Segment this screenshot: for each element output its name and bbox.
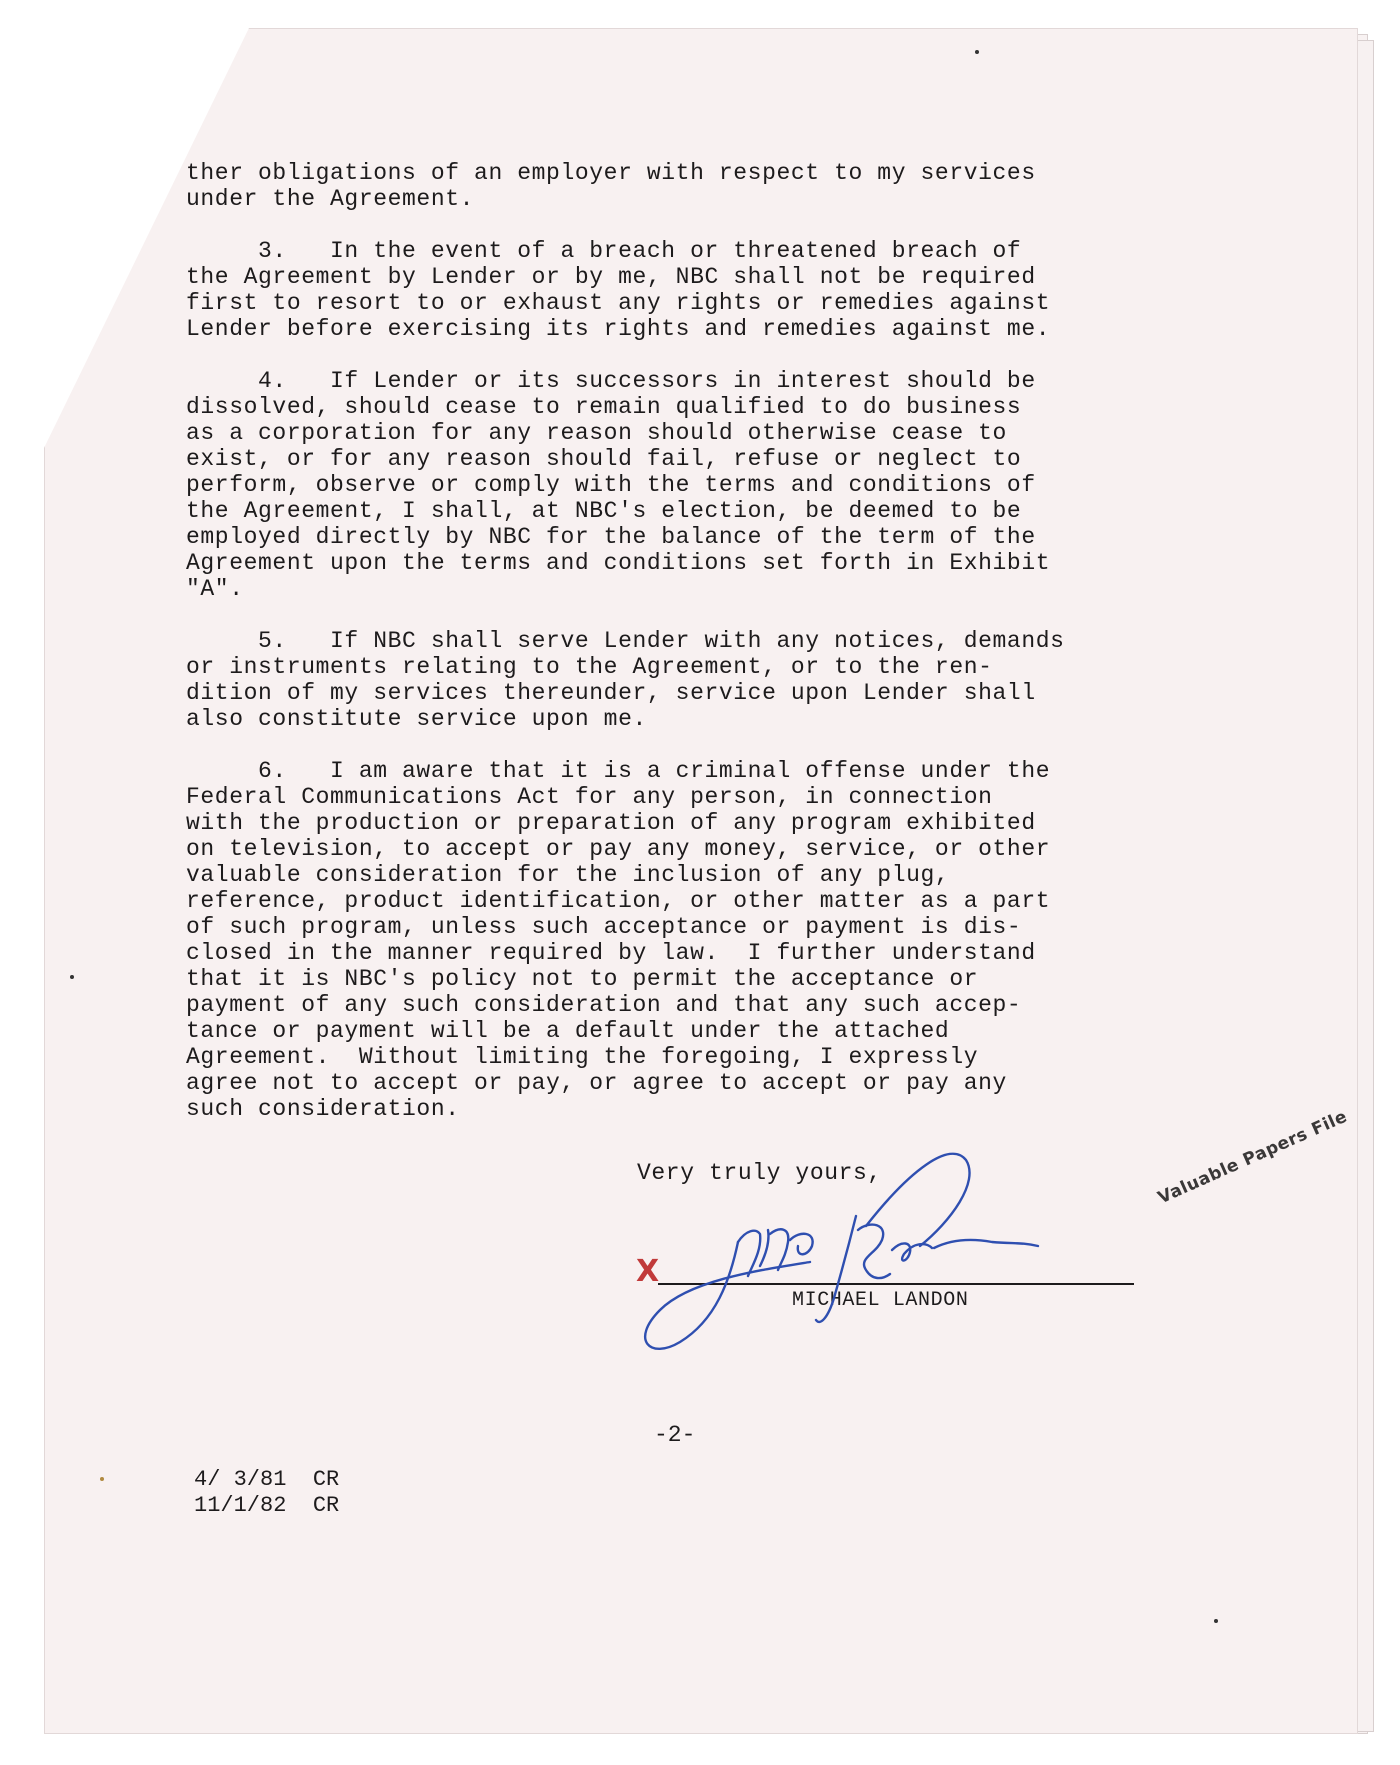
text-line: or instruments relating to the Agreement, or to the ren- bbox=[186, 654, 993, 680]
text-line: valuable consideration for the inclusion of any plug, bbox=[186, 862, 950, 888]
text-line: ther obligations of an employer with respect to my services bbox=[186, 160, 1036, 186]
revision-note: 11/1/82 CR bbox=[194, 1493, 340, 1518]
text-line: the Agreement, I shall, at NBC's election, be deemed to be bbox=[186, 498, 1022, 524]
text-line: 5. If NBC shall serve Lender with any notices, demands bbox=[186, 628, 1065, 654]
paragraph-5 bbox=[186, 628, 1146, 732]
page-number: -2- bbox=[654, 1422, 696, 1448]
text-line: 4. If Lender or its successors in interest should be bbox=[186, 368, 1036, 394]
intro-paragraph bbox=[186, 160, 1146, 212]
text-line: perform, observe or comply with the terms and conditions of bbox=[186, 472, 1036, 498]
text-line: exist, or for any reason should fail, refuse or neglect to bbox=[186, 446, 1022, 472]
text-line: on television, to accept or pay any money, service, or other bbox=[186, 836, 1051, 862]
text-line: 6. I am aware that it is a criminal offense under the bbox=[186, 758, 1051, 784]
revision-note: 4/ 3/81 CR bbox=[194, 1467, 340, 1492]
paragraph-6 bbox=[186, 758, 1146, 1122]
text-line: as a corporation for any reason should otherwise cease to bbox=[186, 420, 1007, 446]
text-line: dition of my services thereunder, service upon Lender shall bbox=[186, 680, 1036, 706]
paragraph-3 bbox=[186, 238, 1146, 342]
bleed-through-text bbox=[274, 1408, 617, 1435]
text-line: tance or payment will be a default under the attached bbox=[186, 1018, 950, 1044]
text-line: dissolved, should cease to remain qualified to do business bbox=[186, 394, 1022, 420]
text-line: of such program, unless such acceptance or payment is dis- bbox=[186, 914, 1022, 940]
letter-body bbox=[186, 160, 1146, 1148]
text-line: such consideration. bbox=[186, 1096, 460, 1122]
text-line: Federal Communications Act for any person, in connection bbox=[186, 784, 993, 810]
text-line: employed directly by NBC for the balance of the term of the bbox=[186, 524, 1036, 550]
text-line: the Agreement by Lender or by me, NBC shall not be required bbox=[186, 264, 1036, 290]
text-line: closed in the manner required by law. I further understand bbox=[186, 940, 1036, 966]
text-line: Lender before exercising its rights and remedies against me. bbox=[186, 316, 1051, 342]
paper-speck bbox=[70, 975, 74, 979]
text-line: 3. In the event of a breach or threatened breach of bbox=[186, 238, 1022, 264]
paper-speck bbox=[100, 1477, 104, 1481]
valuable-papers-stamp: Valuable Papers File bbox=[1155, 1106, 1351, 1209]
text-line: that it is NBC's policy not to permit the acceptance or bbox=[186, 966, 979, 992]
closing-salutation: Very truly yours, bbox=[637, 1160, 882, 1186]
text-line: also constitute service upon me. bbox=[186, 706, 647, 732]
text-line: "A". bbox=[186, 576, 244, 602]
paragraph-4 bbox=[186, 368, 1146, 602]
text-line: reference, product identification, or other matter as a part bbox=[186, 888, 1051, 914]
x-mark: X bbox=[636, 1254, 660, 1289]
handwritten-signature bbox=[620, 1130, 1140, 1360]
text-line: first to resort to or exhaust any rights or remedies against bbox=[186, 290, 1051, 316]
text-line: Agreement upon the terms and conditions set forth in Exhibit bbox=[186, 550, 1051, 576]
paper-speck bbox=[975, 50, 979, 54]
text-line: under the Agreement. bbox=[186, 186, 475, 212]
revision-notes bbox=[194, 1467, 339, 1519]
text-line: with the production or preparation of any program exhibited bbox=[186, 810, 1036, 836]
text-line: payment of any such consideration and that any such accep- bbox=[186, 992, 1022, 1018]
text-line: agree not to accept or pay, or agree to accept or pay any bbox=[186, 1070, 1007, 1096]
signer-name: MICHAEL LANDON bbox=[792, 1289, 969, 1312]
paper-speck bbox=[1214, 1619, 1218, 1623]
text-line: Agreement. Without limiting the foregoing, I expressly bbox=[186, 1044, 979, 1070]
